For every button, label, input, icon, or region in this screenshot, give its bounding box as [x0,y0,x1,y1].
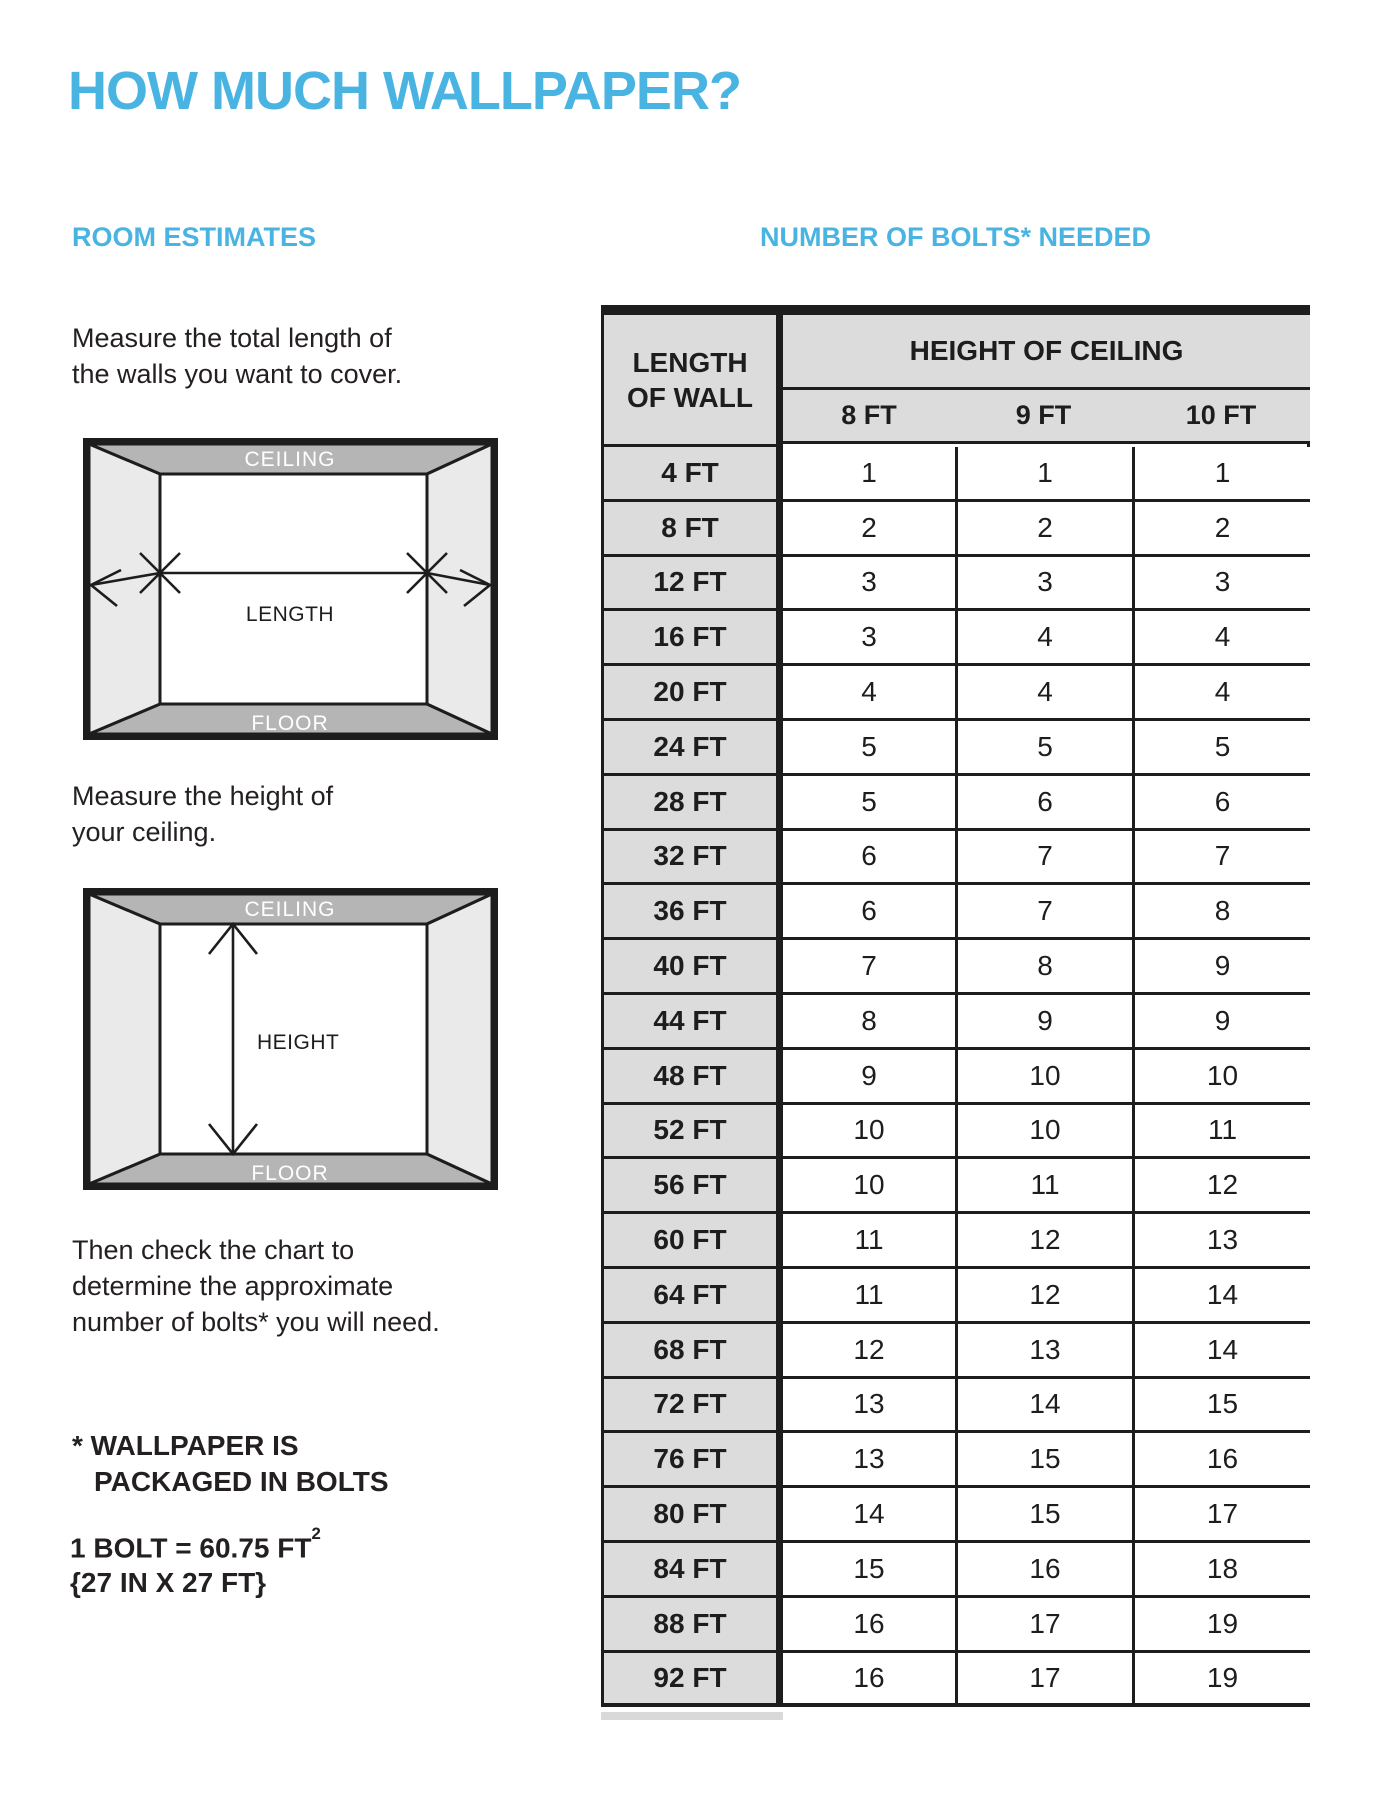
wall-length-label: 4 FT [604,447,783,502]
ceiling-header-group [783,315,1310,447]
bolt-count-cell: 12 [1132,1159,1310,1214]
table-row [604,1488,1307,1543]
bolt-count-cell: 16 [1132,1433,1310,1488]
right-wall [427,894,492,1184]
bolt-count-cell: 19 [1132,1653,1310,1708]
bolt-count-cell: 15 [783,1543,955,1598]
bolt-count-cell: 3 [783,611,955,666]
table-row [604,1050,1307,1105]
table-row [604,557,1307,612]
bolt-count-cell: 16 [783,1653,955,1708]
length-of-wall-header-line2: OF WALL [627,381,753,413]
wall-length-label: 24 FT [604,721,783,776]
instruction-length-line1: Measure the total length of [72,323,392,353]
height-label: HEIGHT [257,1031,340,1054]
table-row [604,995,1307,1050]
bolt-count-cell: 11 [783,1269,955,1324]
table-row [604,1324,1307,1379]
bolt-count-cell: 5 [1132,721,1310,776]
wall-length-label: 52 FT [604,1105,783,1160]
wall-length-label: 88 FT [604,1598,783,1653]
wall-length-label: 84 FT [604,1543,783,1598]
instruction-chart-line3: number of bolts* you will need. [72,1307,440,1337]
instruction-length [72,320,402,392]
bolt-count-cell: 12 [955,1269,1132,1324]
table-row [604,1159,1307,1214]
table-row [604,1214,1307,1269]
bolt-count-cell: 9 [1132,995,1310,1050]
footnote-line1: * WALLPAPER IS [72,1430,299,1461]
bolt-count-cell: 15 [955,1433,1132,1488]
bolt-count-cell: 14 [1132,1269,1310,1324]
bolt-count-cell: 14 [1132,1324,1310,1379]
bolt-count-cell: 8 [955,940,1132,995]
wall-length-label: 16 FT [604,611,783,666]
bolt-count-cell: 7 [955,831,1132,886]
table-row [604,1269,1307,1324]
col-header-9ft: 9 FT [1015,400,1072,430]
instruction-height-line2: your ceiling. [72,817,217,847]
floor-label: FLOOR [251,1162,329,1185]
instruction-chart-line1: Then check the chart to [72,1235,355,1265]
bolt-count-cell: 9 [955,995,1132,1050]
bolt-count-cell: 3 [1132,557,1310,612]
bolt-equation-superscript: 2 [311,1524,321,1544]
bolt-count-cell: 8 [1132,885,1310,940]
bolt-count-cell: 4 [1132,666,1310,721]
wall-length-label: 20 FT [604,666,783,721]
instruction-height-line1: Measure the height of [72,781,334,811]
wall-length-label: 64 FT [604,1269,783,1324]
col-header-10ft: 10 FT [1185,400,1257,430]
bolt-count-cell: 5 [783,721,955,776]
bolt-count-cell: 13 [783,1433,955,1488]
table-row [604,447,1307,502]
bolt-count-cell: 13 [783,1379,955,1434]
bolt-count-cell: 13 [955,1324,1132,1379]
wall-length-label: 32 FT [604,831,783,886]
bolt-count-cell: 5 [955,721,1132,776]
bolt-count-cell: 6 [783,831,955,886]
table-body [604,447,1307,1707]
bolt-count-cell: 14 [783,1488,955,1543]
height-of-ceiling-header: HEIGHT OF CEILING [783,315,1310,390]
bolt-count-cell: 2 [783,502,955,557]
bolt-count-cell: 5 [783,776,955,831]
bolt-equation-line1 [70,1524,321,1565]
bolt-equation-line2: {27 IN X 27 FT} [70,1567,267,1599]
bolt-count-cell: 7 [1132,831,1310,886]
table-row [604,1653,1307,1708]
bolt-equation [70,1524,321,1600]
bolt-count-cell: 17 [955,1598,1132,1653]
bolt-count-cell: 13 [1132,1214,1310,1269]
wall-length-label: 48 FT [604,1050,783,1105]
bolt-count-cell: 10 [955,1105,1132,1160]
wall-length-label: 60 FT [604,1214,783,1269]
bolt-count-cell: 9 [783,1050,955,1105]
room-estimates-heading: ROOM ESTIMATES [72,222,317,252]
bolt-count-cell: 16 [955,1543,1132,1598]
footnote-line2: PACKAGED IN BOLTS [94,1466,389,1497]
table-row [604,1105,1307,1160]
bolt-count-cell: 16 [783,1598,955,1653]
bolt-count-cell: 10 [1132,1050,1310,1105]
bolt-count-cell: 15 [1132,1379,1310,1434]
table-bottom-shadow [601,1712,783,1720]
bolt-count-cell: 14 [955,1379,1132,1434]
table-row [604,831,1307,886]
col-header-8ft: 8 FT [841,400,897,430]
wall-length-label: 76 FT [604,1433,783,1488]
wall-length-label: 92 FT [604,1653,783,1708]
table-row [604,776,1307,831]
bolt-count-cell: 3 [955,557,1132,612]
wall-length-label: 8 FT [604,502,783,557]
bolt-count-cell: 17 [955,1653,1132,1708]
wall-length-label: 44 FT [604,995,783,1050]
wall-length-label: 28 FT [604,776,783,831]
bolt-count-cell: 7 [955,885,1132,940]
table-row [604,885,1307,940]
bolt-count-cell: 8 [783,995,955,1050]
bolt-count-cell: 12 [955,1214,1132,1269]
table-row [604,666,1307,721]
table-row [604,721,1307,776]
room-length-diagram [83,438,498,740]
table-row [604,1379,1307,1434]
bolt-count-cell: 15 [955,1488,1132,1543]
bolt-count-cell: 4 [955,666,1132,721]
back-wall [160,474,427,704]
ceiling-label: CEILING [244,898,336,921]
bolt-count-cell: 18 [1132,1543,1310,1598]
wall-length-label: 40 FT [604,940,783,995]
length-of-wall-header-line1: LENGTH [632,346,748,378]
instruction-length-line2: the walls you want to cover. [72,359,403,389]
bolt-count-cell: 4 [955,611,1132,666]
bolt-count-cell: 11 [1132,1105,1310,1160]
instruction-height [72,778,333,850]
length-label: LENGTH [245,603,335,626]
wall-length-label: 36 FT [604,885,783,940]
bolt-count-cell: 4 [1132,611,1310,666]
bolt-count-cell: 10 [783,1105,955,1160]
bolt-count-cell: 17 [1132,1488,1310,1543]
wall-length-label: 12 FT [604,557,783,612]
bolts-table [601,305,1310,1707]
room-height-diagram [83,888,498,1190]
instruction-chart [72,1232,440,1340]
wallpaper-bolts-footnote [72,1428,389,1500]
ceiling-label: CEILING [244,448,336,471]
bolt-count-cell: 11 [955,1159,1132,1214]
instruction-chart-line2: determine the approximate [72,1271,394,1301]
table-row [604,502,1307,557]
left-wall [89,894,160,1184]
floor-label: FLOOR [251,712,329,735]
bolt-count-cell: 6 [955,776,1132,831]
bolt-count-cell: 6 [783,885,955,940]
table-row [604,1598,1307,1653]
bolt-count-cell: 12 [783,1324,955,1379]
bolt-count-cell: 19 [1132,1598,1310,1653]
table-row [604,611,1307,666]
wall-length-label: 68 FT [604,1324,783,1379]
left-wall [89,444,160,734]
bolt-count-cell: 6 [1132,776,1310,831]
bolt-count-cell: 1 [955,447,1132,502]
bolt-count-cell: 2 [1132,502,1310,557]
bolt-count-cell: 2 [955,502,1132,557]
wall-length-label: 80 FT [604,1488,783,1543]
bolt-count-cell: 3 [783,557,955,612]
ceiling-height-subheaders [783,390,1310,444]
wall-length-label: 56 FT [604,1159,783,1214]
page-title: HOW MUCH WALLPAPER? [68,61,741,121]
bolt-count-cell: 9 [1132,940,1310,995]
wall-length-label: 72 FT [604,1379,783,1434]
table-row [604,1433,1307,1488]
bolt-count-cell: 10 [783,1159,955,1214]
table-header [604,315,1307,447]
bolts-table-heading: NUMBER OF BOLTS* NEEDED [759,222,1151,252]
right-wall [427,444,492,734]
bolt-count-cell: 4 [783,666,955,721]
length-of-wall-header [604,315,783,447]
bolt-equation-main: 1 BOLT = 60.75 FT [70,1532,312,1564]
bolt-count-cell: 1 [783,447,955,502]
bolt-count-cell: 7 [783,940,955,995]
bolt-count-cell: 1 [1132,447,1310,502]
bolt-count-cell: 11 [783,1214,955,1269]
bolt-count-cell: 10 [955,1050,1132,1105]
table-row [604,940,1307,995]
table-row [604,1543,1307,1598]
